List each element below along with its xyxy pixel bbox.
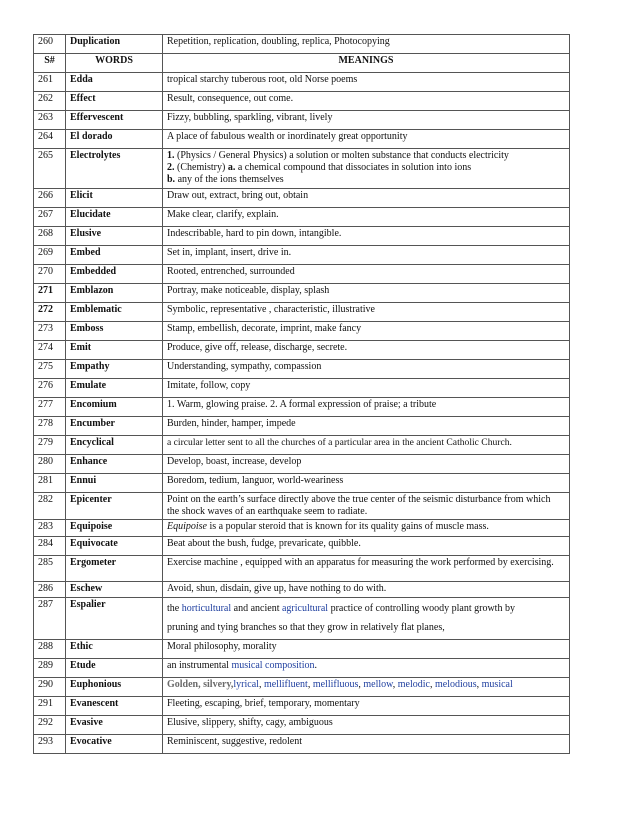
row-number: 289	[34, 659, 66, 678]
table-row	[34, 189, 570, 208]
word-cell: Evasive	[66, 716, 163, 735]
table-row	[34, 474, 570, 493]
meaning-cell: Point on the earth’s surface directly above the true center of the seismic disturbance from which the shock waves of an earthquake seem to radiate.	[163, 493, 570, 520]
meaning-cell: A place of fabulous wealth or inordinately great opportunity	[163, 130, 570, 149]
word-cell: Emulate	[66, 379, 163, 398]
row-number: 273	[34, 322, 66, 341]
mellow-link[interactable]: mellow	[363, 679, 393, 690]
meaning-cell	[163, 149, 570, 189]
meaning-cell: Fizzy, bubbling, sparkling, vibrant, lively	[163, 111, 570, 130]
meaning-text: an instrumental	[167, 660, 232, 671]
table-row	[34, 149, 570, 189]
word-cell: Emblazon	[66, 284, 163, 303]
row-number: 280	[34, 455, 66, 474]
table-row	[34, 398, 570, 417]
table-row	[34, 379, 570, 398]
meaning-text: .	[314, 660, 317, 671]
meaning-cell: Rooted, entrenched, surrounded	[163, 265, 570, 284]
meaning-cell: Reminiscent, suggestive, redolent	[163, 735, 570, 754]
meaning-cell	[163, 598, 570, 640]
meaning-cell: Understanding, sympathy, compassion	[163, 360, 570, 379]
word-cell: Evocative	[66, 735, 163, 754]
table-row	[34, 436, 570, 455]
row-number: 262	[34, 92, 66, 111]
meaning-cell: Symbolic, representative , characteristic, illustrative	[163, 303, 570, 322]
word-cell: El dorado	[66, 130, 163, 149]
meaning-cell: Elusive, slippery, shifty, cagy, ambiguous	[163, 716, 570, 735]
table-row	[34, 227, 570, 246]
word-cell: Espalier	[66, 598, 163, 640]
table-row	[34, 417, 570, 436]
table-row	[34, 678, 570, 697]
meaning-text: and ancient	[231, 603, 282, 614]
row-number: 267	[34, 208, 66, 227]
separator: ,	[258, 679, 264, 690]
table-row	[34, 555, 570, 581]
row-number: 264	[34, 130, 66, 149]
table-row	[34, 493, 570, 520]
row-number: 275	[34, 360, 66, 379]
word-cell: Embed	[66, 246, 163, 265]
table-header-row	[34, 54, 570, 73]
meaning-cell: Beat about the bush, fudge, prevaricate, quibble.	[163, 536, 570, 555]
meaning-text: is a popular steroid that is known for its quality gains of muscle mass.	[207, 521, 489, 532]
separator: ,	[392, 679, 398, 690]
table-row	[34, 208, 570, 227]
meaning-cell	[163, 678, 570, 697]
row-number: 266	[34, 189, 66, 208]
row-number: 270	[34, 265, 66, 284]
table-row	[34, 92, 570, 111]
word-cell: Encyclical	[66, 436, 163, 455]
table-row	[34, 520, 570, 537]
word-cell: Effect	[66, 92, 163, 111]
row-number: 290	[34, 678, 66, 697]
meaning-cell: Make clear, clarify, explain.	[163, 208, 570, 227]
row-number: 272	[34, 303, 66, 322]
melodious-link[interactable]: melodious	[434, 679, 477, 690]
word-cell: Electrolytes	[66, 149, 163, 189]
word-cell: Etude	[66, 659, 163, 678]
row-number: 263	[34, 111, 66, 130]
separator: ,	[307, 679, 313, 690]
meaning-cell: Repetition, replication, doubling, replica, Photocopying	[163, 35, 570, 54]
meaning-text: a chemical compound that dissociates in solution into ions	[235, 162, 472, 173]
word-cell: Equipoise	[66, 520, 163, 537]
vocabulary-table	[33, 34, 570, 754]
row-number: 268	[34, 227, 66, 246]
meaning-cell: Indescribable, hard to pin down, intangible.	[163, 227, 570, 246]
meaning-cell: Set in, implant, insert, drive in.	[163, 246, 570, 265]
meaning-cell: Result, consequence, out come.	[163, 92, 570, 111]
word-cell: Elusive	[66, 227, 163, 246]
word-cell: Encumber	[66, 417, 163, 436]
meaning-cell: Boredom, tedium, languor, world-weariness	[163, 474, 570, 493]
table-row	[34, 640, 570, 659]
musical-link[interactable]: musical	[481, 679, 513, 690]
horticultural-link[interactable]: horticultural	[181, 603, 232, 614]
table-row	[34, 130, 570, 149]
word-cell: Embedded	[66, 265, 163, 284]
table-row	[34, 111, 570, 130]
table-row	[34, 73, 570, 92]
word-cell: Elucidate	[66, 208, 163, 227]
row-number: 281	[34, 474, 66, 493]
meaning-text: Golden, silvery,	[167, 679, 234, 690]
meaning-cell	[163, 520, 570, 537]
meaning-cell: Fleeting, escaping, brief, temporary, momentary	[163, 697, 570, 716]
row-number: 288	[34, 640, 66, 659]
meaning-cell: Portray, make noticeable, display, splash	[163, 284, 570, 303]
agricultural-link[interactable]: agricultural	[281, 603, 329, 614]
list-marker: 1.	[167, 150, 175, 161]
word-cell: Emit	[66, 341, 163, 360]
row-number: 292	[34, 716, 66, 735]
table-row	[34, 716, 570, 735]
word-cell: Ennui	[66, 474, 163, 493]
header-words: WORDS	[66, 54, 163, 73]
table-row	[34, 322, 570, 341]
meaning-text: the	[167, 603, 182, 614]
word-cell: Eschew	[66, 581, 163, 598]
header-meanings: MEANINGS	[163, 54, 570, 73]
row-number: 261	[34, 73, 66, 92]
row-number: 283	[34, 520, 66, 537]
meaning-italic: Equipoise	[167, 521, 207, 532]
list-marker: 2.	[167, 162, 175, 173]
word-cell: Effervescent	[66, 111, 163, 130]
meaning-cell: Stamp, embellish, decorate, imprint, make fancy	[163, 322, 570, 341]
word-cell: Emblematic	[66, 303, 163, 322]
meaning-cell: Develop, boast, increase, develop	[163, 455, 570, 474]
word-cell: Euphonious	[66, 678, 163, 697]
word-cell: Ergometer	[66, 555, 163, 581]
meaning-cell: tropical starchy tuberous root, old Norse poems	[163, 73, 570, 92]
row-number: 265	[34, 149, 66, 189]
meaning-cell: 1. Warm, glowing praise. 2. A formal expression of praise; a tribute	[163, 398, 570, 417]
meaning-cell	[163, 659, 570, 678]
meaning-cell: Avoid, shun, disdain, give up, have nothing to do with.	[163, 581, 570, 598]
word-cell: Ethic	[66, 640, 163, 659]
word-cell: Duplication	[66, 35, 163, 54]
meaning-cell: Exercise machine , equipped with an apparatus for measuring the work performed by exercising.	[163, 555, 570, 581]
table-row	[34, 265, 570, 284]
word-cell: Equivocate	[66, 536, 163, 555]
table-row	[34, 341, 570, 360]
table-row	[34, 581, 570, 598]
row-number: 282	[34, 493, 66, 520]
lyrical-link[interactable]: lyrical	[233, 679, 259, 690]
row-number: 279	[34, 436, 66, 455]
meaning-cell: Moral philosophy, morality	[163, 640, 570, 659]
row-number: 271	[34, 284, 66, 303]
table-row	[34, 303, 570, 322]
list-marker: a.	[227, 162, 236, 173]
row-number: 277	[34, 398, 66, 417]
table-row	[34, 536, 570, 555]
row-number: 274	[34, 341, 66, 360]
meaning-cell: Draw out, extract, bring out, obtain	[163, 189, 570, 208]
mellifluous-link[interactable]: mellifluous	[312, 679, 359, 690]
table-row	[34, 697, 570, 716]
table-row	[34, 598, 570, 640]
table-row	[34, 246, 570, 265]
row-number: 260	[34, 35, 66, 54]
separator: ,	[476, 679, 482, 690]
row-number: 291	[34, 697, 66, 716]
separator: ,	[429, 679, 435, 690]
table-row	[34, 360, 570, 379]
table-row	[34, 455, 570, 474]
table-row	[34, 735, 570, 754]
row-number: 293	[34, 735, 66, 754]
word-cell: Elicit	[66, 189, 163, 208]
row-number: 287	[34, 598, 66, 640]
vocabulary-sheet	[33, 34, 570, 754]
header-number: S#	[34, 54, 66, 73]
word-cell: Edda	[66, 73, 163, 92]
meaning-text: (Chemistry)	[174, 162, 228, 173]
row-number: 286	[34, 581, 66, 598]
meaning-text: (Physics / General Physics) a solution or molten substance that conducts electricity	[174, 150, 509, 161]
musical-composition-link[interactable]: musical composition	[231, 660, 315, 671]
meaning-text: any of the ions themselves	[175, 174, 284, 185]
word-cell: Encomium	[66, 398, 163, 417]
table-row	[34, 659, 570, 678]
row-number: 278	[34, 417, 66, 436]
row-number: 285	[34, 555, 66, 581]
mellifluent-link[interactable]: mellifluent	[263, 679, 308, 690]
meaning-cell: Imitate, follow, copy	[163, 379, 570, 398]
melodic-link[interactable]: melodic	[397, 679, 430, 690]
word-cell: Evanescent	[66, 697, 163, 716]
word-cell: Emboss	[66, 322, 163, 341]
row-number: 276	[34, 379, 66, 398]
word-cell: Epicenter	[66, 493, 163, 520]
row-number: 269	[34, 246, 66, 265]
meaning-text: practice of controlling woody plant growth by	[328, 603, 515, 614]
meaning-cell: Burden, hinder, hamper, impede	[163, 417, 570, 436]
row-number: 284	[34, 536, 66, 555]
meaning-text: pruning and tying branches so that they grow in relatively flat planes,	[167, 622, 445, 633]
separator: ,	[358, 679, 364, 690]
meaning-cell: Produce, give off, release, discharge, secrete.	[163, 341, 570, 360]
meaning-cell: a circular letter sent to all the churches of a particular area in the ancient Catholic Church.	[163, 436, 570, 455]
table-row	[34, 35, 570, 54]
table-row	[34, 284, 570, 303]
list-marker: b.	[167, 174, 176, 185]
word-cell: Enhance	[66, 455, 163, 474]
word-cell: Empathy	[66, 360, 163, 379]
